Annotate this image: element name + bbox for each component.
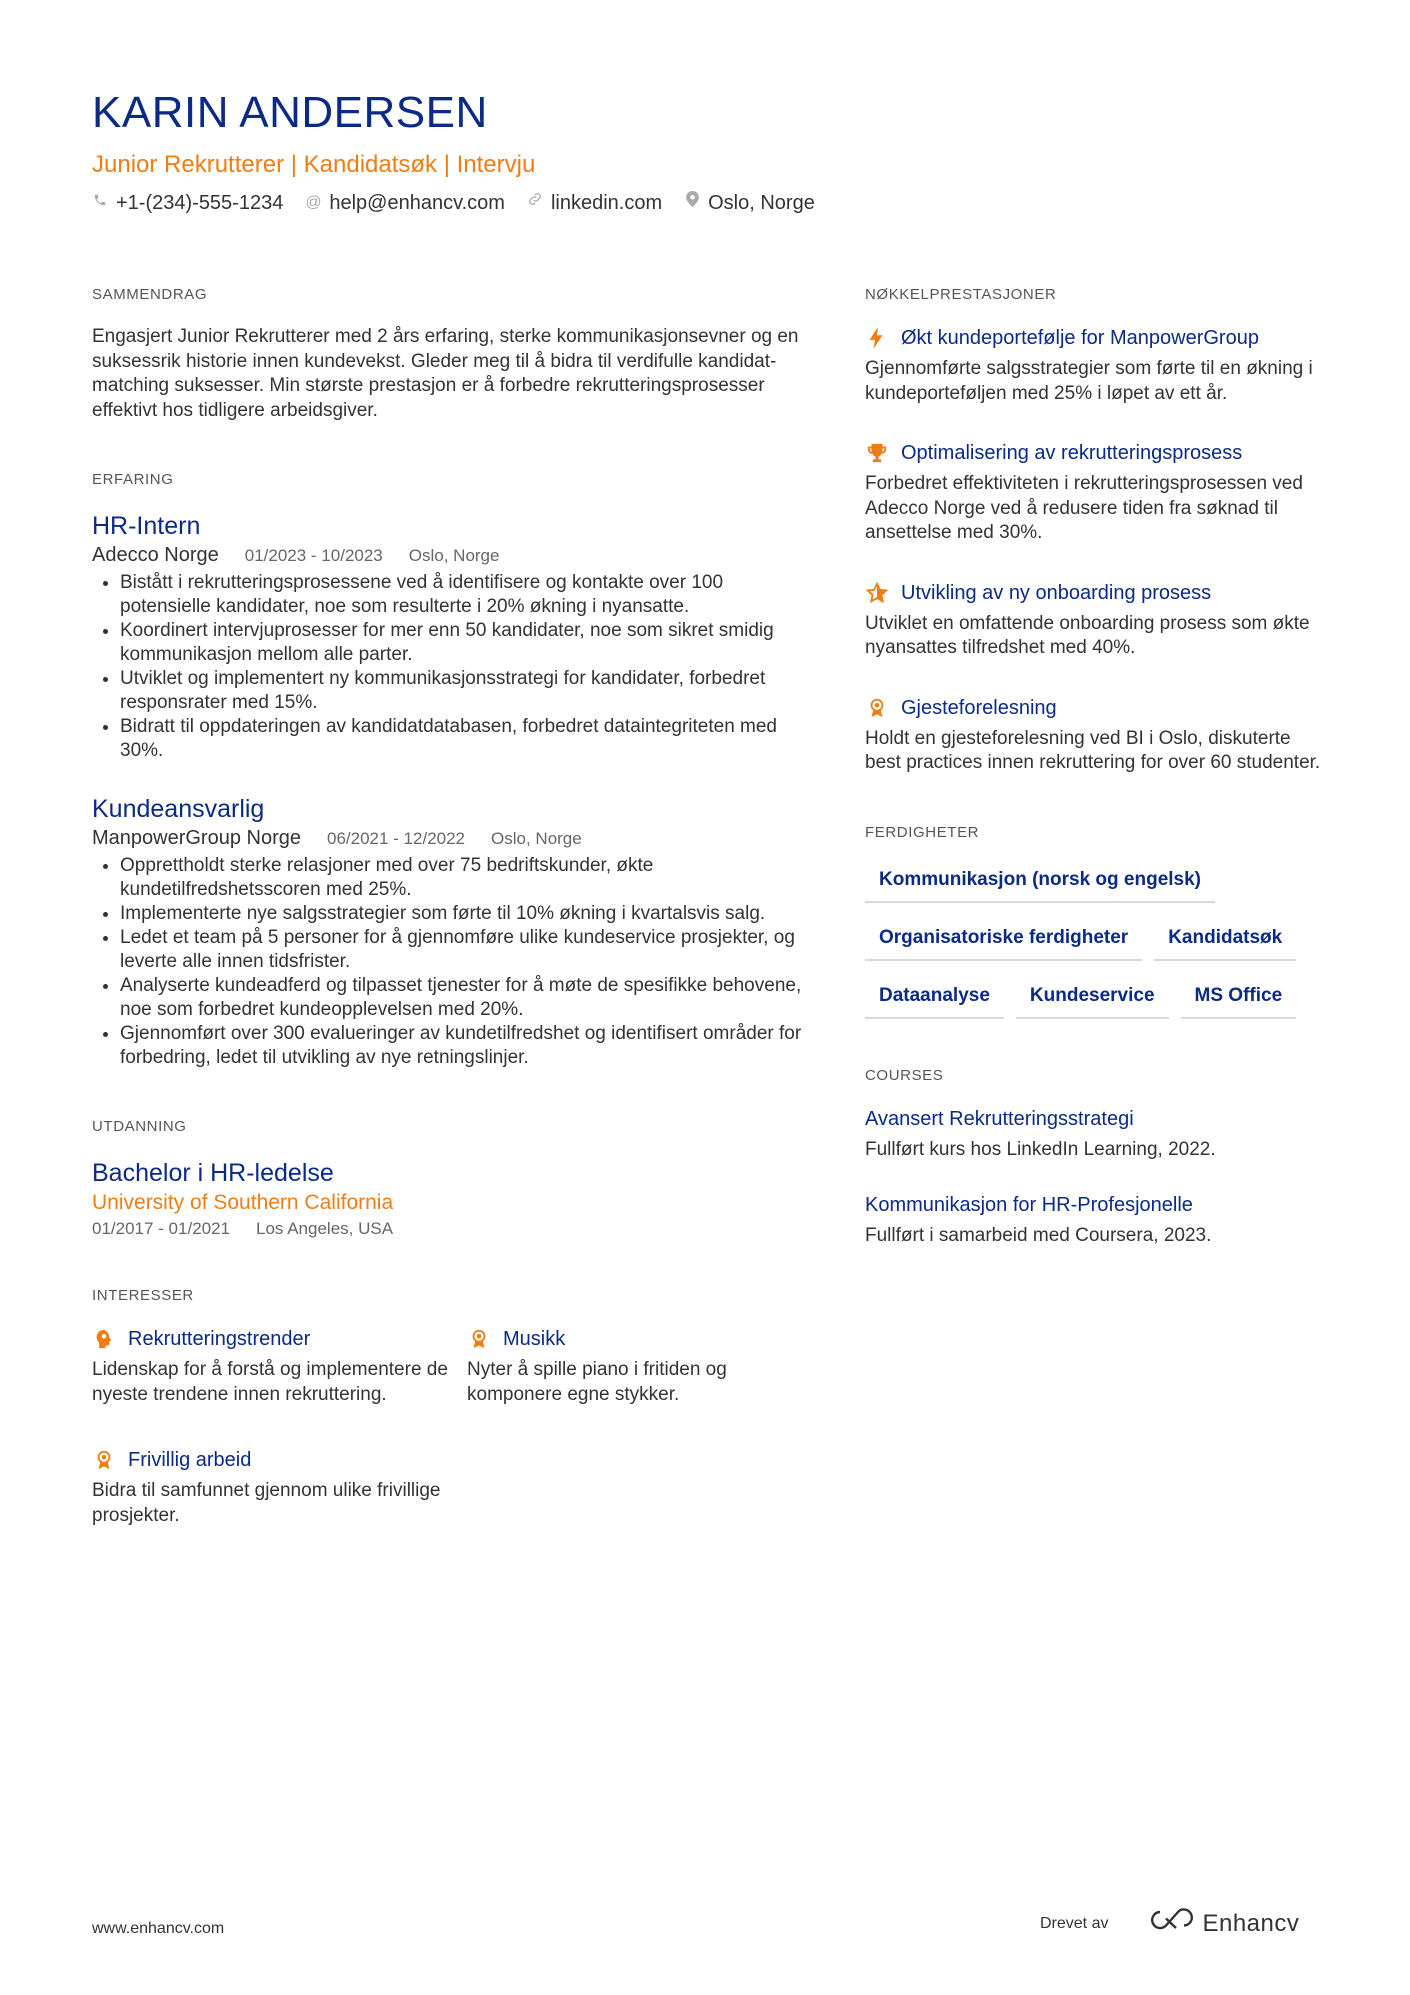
course-title: Avansert Rekrutteringsstrategi [865, 1107, 1134, 1130]
company-name: Adecco Norge [92, 544, 219, 566]
left-column [92, 286, 802, 1576]
section-title: ERFARING [92, 471, 174, 488]
education-location: Los Angeles, USA [256, 1219, 394, 1238]
skill-row [865, 921, 1325, 961]
skills-section [865, 824, 1325, 1019]
achievement-item [865, 440, 1325, 546]
achievement-title: Økt kundeportefølje for ManpowerGroup [901, 327, 1259, 349]
right-column [865, 286, 1325, 1297]
job-title: Kundeansvarlig [92, 795, 265, 823]
skills-list [865, 863, 1325, 1019]
achievement-item [865, 695, 1325, 776]
course-item [865, 1192, 1325, 1249]
course-desc: Fullført i samarbeid med Coursera, 2023. [865, 1225, 1212, 1246]
section-title: SAMMENDRAG [92, 286, 208, 303]
interest-title: Rekrutteringstrender [128, 1328, 311, 1350]
company-name: ManpowerGroup Norge [92, 827, 301, 849]
job-bullets [92, 854, 802, 1070]
bullet-item: • Bistått i rekrutteringsprosessene ved å identifisere og kontakte over 100 potensielle kandidater, noe som resulterte i 20% økning i nyansatte. [120, 571, 802, 619]
section-title: INTERESSER [92, 1287, 194, 1304]
education-dates: 01/2017 - 01/2021 [92, 1219, 231, 1238]
education-section [92, 1118, 802, 1239]
phone-text: +1-(234)-555-1234 [116, 192, 284, 214]
job-meta [92, 827, 802, 850]
skill-tag: Kommunikasjon (norsk og engelsk) [865, 863, 1215, 903]
skill-row [865, 863, 1325, 903]
award-icon [865, 696, 889, 720]
email-text: help@enhancv.com [329, 192, 505, 214]
achievement-item [865, 325, 1325, 406]
achievement-desc: Gjennomførte salgsstrategier som førte til en økning i kundeporteføljen med 25% i løpet av ett år. [865, 358, 1313, 404]
bullet-item: • Implementerte nye salgsstrategier som førte til 10% økning i kvartalsvis salg. [120, 902, 802, 926]
achievement-title: Gjesteforelesning [901, 696, 1057, 719]
brand-logo[interactable] [1148, 1908, 1299, 1939]
skill-tag: Organisatoriske ferdigheter [865, 921, 1142, 961]
achievements-section [865, 286, 1325, 776]
achievement-desc: Forbedret effektiviteten i rekrutteringsprosessen ved Adecco Norge ved å redusere tiden fra søknad til ansettelse med 30%. [865, 473, 1303, 543]
course-item [865, 1106, 1325, 1163]
candidate-name: KARIN ANDERSEN [92, 88, 488, 137]
lightning-icon [865, 326, 889, 350]
course-title: Kommunikasjon for HR-Profesjonelle [865, 1194, 1193, 1216]
head-icon [92, 1327, 116, 1351]
experience-section [92, 471, 802, 1070]
contact-phone[interactable] [92, 190, 283, 216]
footer-branding [1040, 1908, 1299, 1939]
job-dates: 01/2023 - 10/2023 [244, 546, 383, 565]
interests-section [92, 1287, 802, 1528]
enhancv-logo-icon [1148, 1908, 1194, 1939]
job-title: HR-Intern [92, 512, 201, 540]
bullet-item: • Ledet et team på 5 personer for å gjennomføre ulike kundeservice prosjekter, og leverte alle innen tidsfrister. [120, 926, 802, 974]
footer-website[interactable]: www.enhancv.com [92, 1920, 225, 1937]
trophy-icon [865, 441, 889, 465]
phone-icon [92, 190, 108, 216]
job-location: Oslo, Norge [408, 546, 500, 565]
star-icon [865, 581, 889, 605]
achievement-item [865, 580, 1325, 661]
school-name: University of Southern California [92, 1191, 394, 1214]
at-icon: @ [305, 194, 322, 211]
bullet-item: • Analyserte kundeadferd og tilpasset tjenester for å møte de spesifikke behovene, noe som forbedret kundeopplevelsen med 20%. [120, 974, 802, 1022]
job-entry [92, 793, 802, 1070]
skill-tag: Kandidatsøk [1154, 921, 1296, 961]
achievement-title: Utvikling av ny onboarding prosess [901, 581, 1212, 604]
interest-item [92, 1326, 467, 1407]
skill-row [865, 979, 1325, 1019]
award-icon [92, 1448, 116, 1472]
resume-header [92, 86, 1322, 216]
interest-desc: Bidra til samfunnet gjennom ulike frivillige prosjekter. [92, 1480, 441, 1526]
job-dates: 06/2021 - 12/2022 [327, 829, 466, 848]
summary-text: Engasjert Junior Rekrutterer med 2 års erfaring, sterke kommunikasjonsevner og en suksessrik historie innen kundevekst. Gleder meg til å bidra til verdifulle kandidat-matching suksesser. Min største prestasjon er å forbedre rekrutteringsprosesser effektivt hos tidligere arbeidsgiver. [92, 326, 799, 421]
achievement-title: Optimalisering av rekrutteringsprosess [901, 442, 1243, 464]
section-title: UTDANNING [92, 1118, 187, 1135]
interest-title: Frivillig arbeid [128, 1449, 252, 1471]
job-meta [92, 544, 802, 567]
location-pin-icon [684, 190, 700, 216]
link-icon [527, 190, 543, 216]
skill-tag: MS Office [1181, 979, 1297, 1019]
interest-desc: Nyter å spille piano i fritiden og komponere egne stykker. [467, 1359, 727, 1405]
interest-title: Musikk [503, 1328, 566, 1350]
interests-grid [92, 1326, 802, 1528]
bullet-item: • Bidratt til oppdateringen av kandidatdatabasen, forbedret dataintegriteten med 30%. [120, 715, 802, 763]
achievement-desc: Holdt en gjesteforelesning ved BI i Oslo, diskuterte best practices innen rekruttering for over 60 studenter. [865, 727, 1321, 773]
skill-tag: Kundeservice [1016, 979, 1169, 1019]
section-title: NØKKELPRESTASJONER [865, 286, 1057, 303]
section-title: FERDIGHETER [865, 823, 980, 841]
interest-item [92, 1447, 467, 1528]
contact-email[interactable] [305, 190, 505, 216]
bullet-item: • Opprettholdt sterke relasjoner med over 75 bedriftskunder, økte kundetilfredshetsscoren med 25%. [120, 854, 802, 902]
bullet-item: • Koordinert intervjuprosesser for mer enn 50 kandidater, noe som sikret smidig kommunikasjon mellom alle parter. [120, 619, 802, 667]
job-location: Oslo, Norge [491, 829, 582, 848]
contact-linkedin[interactable] [527, 190, 662, 216]
bullet-item: • Utviklet og implementert ny kommunikasjonsstrategi for kandidater, forbedret responsrater med 15%. [120, 667, 802, 715]
bullet-item: • Gjennomført over 300 evalueringer av kundetilfredshet og identifisert områder for forbedring, ledet til utvikling av nye retningslinjer. [120, 1022, 802, 1070]
linkedin-text: linkedin.com [550, 192, 663, 214]
course-desc: Fullført kurs hos LinkedIn Learning, 2022. [865, 1138, 1216, 1160]
courses-section [865, 1067, 1325, 1249]
headline: Junior Rekrutterer | Kandidatsøk | Intervju [92, 151, 536, 178]
brand-name: Enhancv [1202, 1909, 1300, 1937]
degree-title: Bachelor i HR-ledelse [92, 1159, 334, 1187]
summary-section [92, 286, 802, 423]
location-text: Oslo, Norge [708, 192, 815, 214]
powered-by-label: Drevet av [1040, 1914, 1109, 1932]
section-title: COURSES [865, 1066, 944, 1084]
achievement-desc: Utviklet en omfattende onboarding prosess som økte nyansattes tilfredshet med 40%. [865, 612, 1310, 658]
job-entry [92, 510, 802, 763]
award-icon [467, 1327, 491, 1351]
contact-bar [92, 190, 1322, 216]
interest-item [467, 1326, 802, 1407]
contact-location [684, 190, 815, 216]
education-meta [92, 1219, 802, 1239]
job-bullets [92, 571, 802, 763]
interest-desc: Lidenskap for å forstå og implementere de nyeste trendene innen rekruttering. [92, 1359, 448, 1405]
skill-tag: Dataanalyse [865, 979, 1004, 1019]
